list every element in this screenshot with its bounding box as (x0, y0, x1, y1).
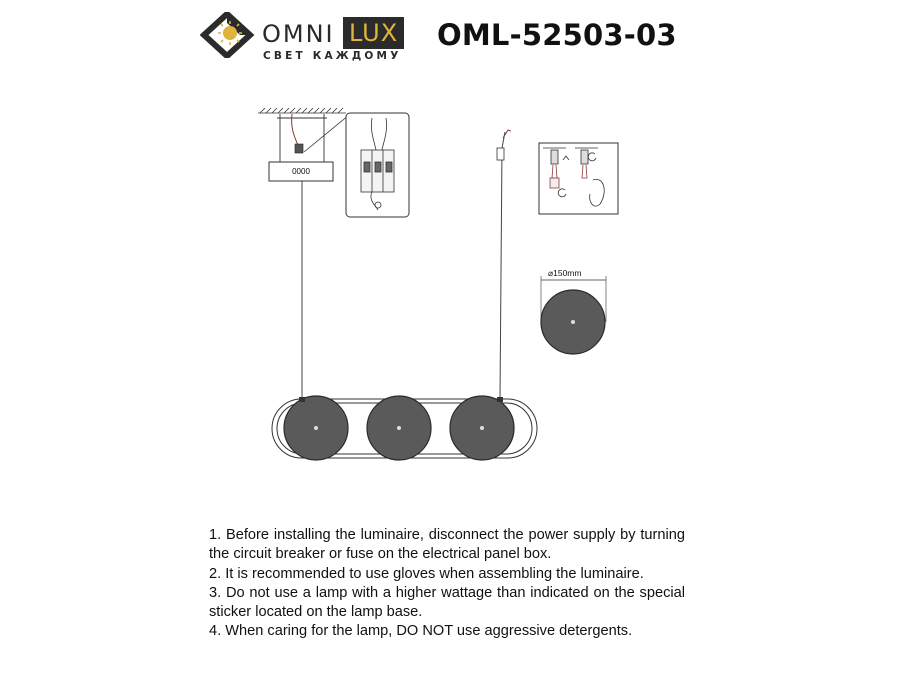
model-number: OML-52503-03 (437, 18, 677, 52)
terminal-block (295, 144, 303, 153)
brand-name-omni: OMNI (262, 20, 335, 48)
cable-anchor (497, 397, 503, 402)
instruction-item: 1. Before installing the luminaire, disconnect the power supply by turning the circuit breaker or fuse on the electrical panel box. (209, 527, 685, 563)
instruction-item: 3. Do not use a lamp with a higher wattage than indicated on the special sticker located on the lamp base. (209, 584, 685, 621)
shade-top-view-center (571, 320, 575, 324)
shade-center (314, 426, 318, 430)
instruction-item: 4. When caring for the lamp, DO NOT use aggressive detergents. (209, 623, 633, 640)
shade-center (397, 426, 401, 430)
callout-leader (304, 115, 349, 152)
safety-instructions (209, 526, 685, 642)
brand-tagline: СВЕТ КАЖДОМУ (263, 50, 402, 62)
ceiling-hatch (258, 108, 346, 113)
suspension-cable-right (500, 132, 505, 398)
mounting-bracket (271, 114, 333, 162)
canopy-label: 0000 (292, 167, 310, 176)
instruction-item: 2. It is recommended to use gloves when assembling the luminaire. (209, 565, 644, 582)
shade-center (480, 426, 484, 430)
cable-anchor (299, 397, 305, 402)
brand-name-lux: LUX (343, 17, 404, 49)
diameter-label: ⌀150mm (548, 268, 582, 278)
cable-clamp (497, 148, 504, 160)
